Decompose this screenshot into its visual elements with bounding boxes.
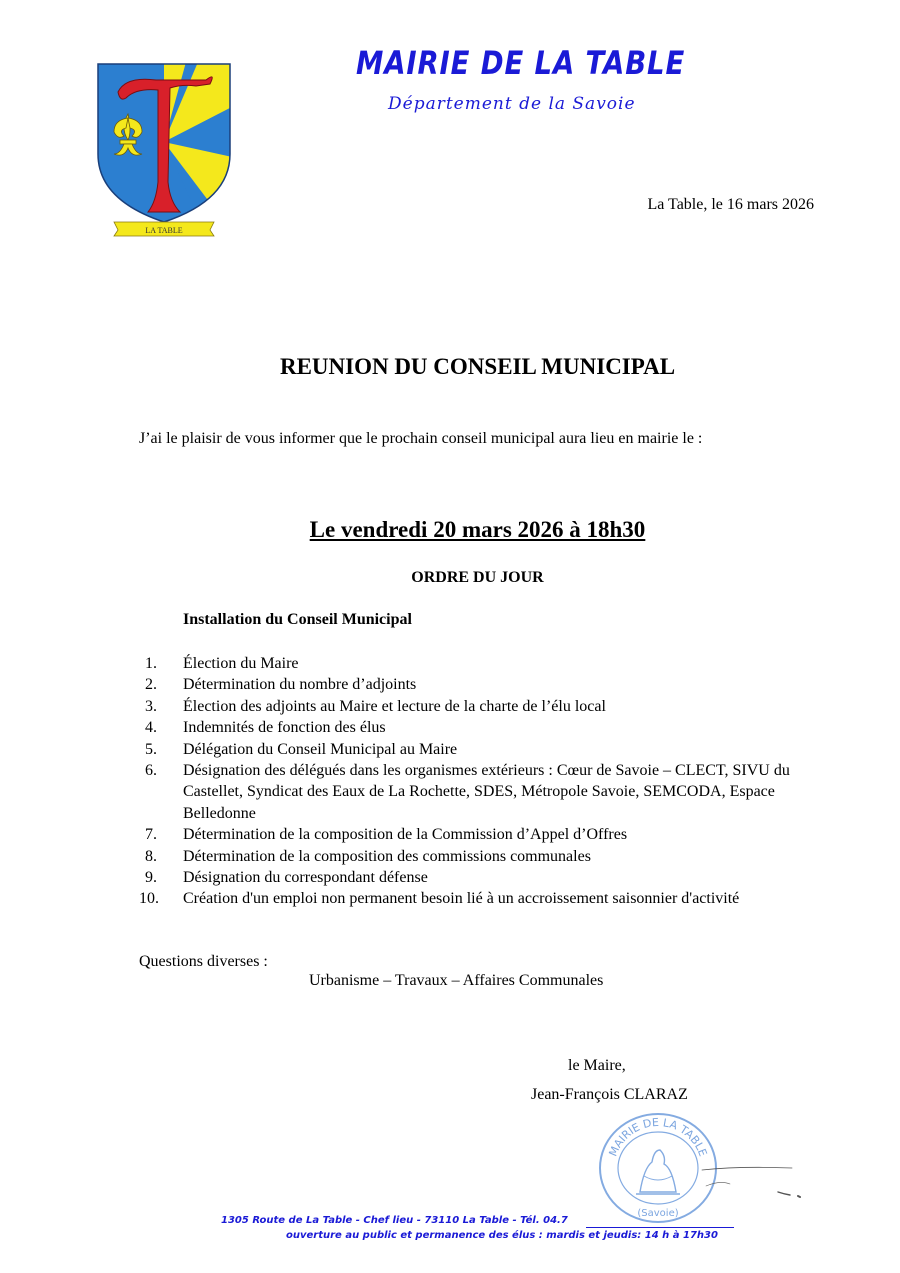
agenda-heading: ORDRE DU JOUR: [411, 569, 544, 586]
signatory-name: Jean-François CLARAZ: [531, 1086, 688, 1103]
letter-date: La Table, le 16 mars 2026: [647, 196, 814, 213]
stamp-bottom-text: (Savoie): [637, 1208, 679, 1219]
agenda-item: [139, 653, 839, 674]
footer-divider: [586, 1227, 734, 1228]
intro-paragraph: J’ai le plaisir de vous informer que le prochain conseil municipal aura lieu en mairie le :: [139, 430, 703, 447]
agenda-item-text: Délégation du Conseil Municipal au Maire: [183, 740, 458, 758]
agenda-item-number: 2.: [145, 676, 157, 694]
agenda-item-text: Détermination de la composition des commissions communales: [183, 847, 591, 865]
crest-banner-text: LA TABLE: [145, 226, 183, 235]
agenda-item: [139, 824, 839, 845]
agenda-item-number: 8.: [145, 847, 157, 865]
department-subtitle: Département de la Savoie: [388, 94, 636, 114]
agenda-item-number: 9.: [145, 869, 157, 887]
agenda-item-text: Désignation du correspondant défense: [183, 869, 428, 887]
agenda-item-number: 10.: [139, 890, 159, 908]
agenda-item: [139, 846, 839, 867]
handwritten-signature: [700, 1150, 810, 1210]
agenda-item: [139, 674, 839, 695]
agenda-item: [139, 717, 839, 738]
stamp-top-text: MAIRIE DE LA TABLE: [606, 1115, 710, 1159]
agenda-item-number: 6.: [145, 762, 157, 780]
agenda-item-text: Élection des adjoints au Maire et lecture de la charte de l’élu local: [183, 697, 606, 715]
agenda-item-number: 7.: [145, 826, 157, 844]
questions-label: Questions diverses :: [139, 953, 268, 970]
agenda-item: [139, 696, 839, 717]
agenda-list: [139, 653, 839, 910]
agenda-item-number: 5.: [145, 740, 157, 758]
mairie-title: MAIRIE DE LA TABLE: [356, 44, 686, 82]
agenda-item-text: Élection du Maire: [183, 655, 299, 672]
document-title: REUNION DU CONSEIL MUNICIPAL: [279, 354, 676, 379]
signatory-title: le Maire,: [568, 1057, 626, 1074]
agenda-item: [139, 739, 839, 760]
meeting-date: Le vendredi 20 mars 2026 à 18h30: [309, 517, 646, 542]
agenda-item-text: Désignation des délégués dans les organismes extérieurs : Cœur de Savoie – CLECT, SIVU du Castellet, Syndicat des Eaux de La Rochette, SDES, Métropole Savoie, SEMCODA, Espace Belledonne: [183, 762, 790, 822]
agenda-item-text: Création d'un emploi non permanent besoin lié à un accroissement saisonnier d'activité: [183, 890, 740, 908]
installation-heading: Installation du Conseil Municipal: [183, 611, 412, 628]
coat-of-arms-logo: [96, 62, 232, 237]
agenda-item-text: Indemnités de fonction des élus: [183, 719, 386, 737]
footer-hours: ouverture au public et permanence des élus : mardis et jeudis: 14 h à 17h30: [286, 1230, 718, 1241]
agenda-item: [139, 888, 839, 909]
agenda-item-text: Détermination du nombre d’adjoints: [183, 676, 417, 694]
agenda-item: [139, 760, 839, 824]
questions-items: Urbanisme – Travaux – Affaires Communales: [309, 972, 604, 989]
agenda-item-number: 4.: [145, 719, 157, 737]
agenda-item-number: 1.: [145, 655, 157, 672]
agenda-item: [139, 867, 839, 888]
agenda-item-number: 3.: [145, 697, 157, 715]
agenda-item-text: Détermination de la composition de la Commission d’Appel d’Offres: [183, 826, 628, 844]
footer-address: 1305 Route de La Table - Chef lieu - 73110 La Table - Tél. 04.7: [221, 1215, 568, 1226]
